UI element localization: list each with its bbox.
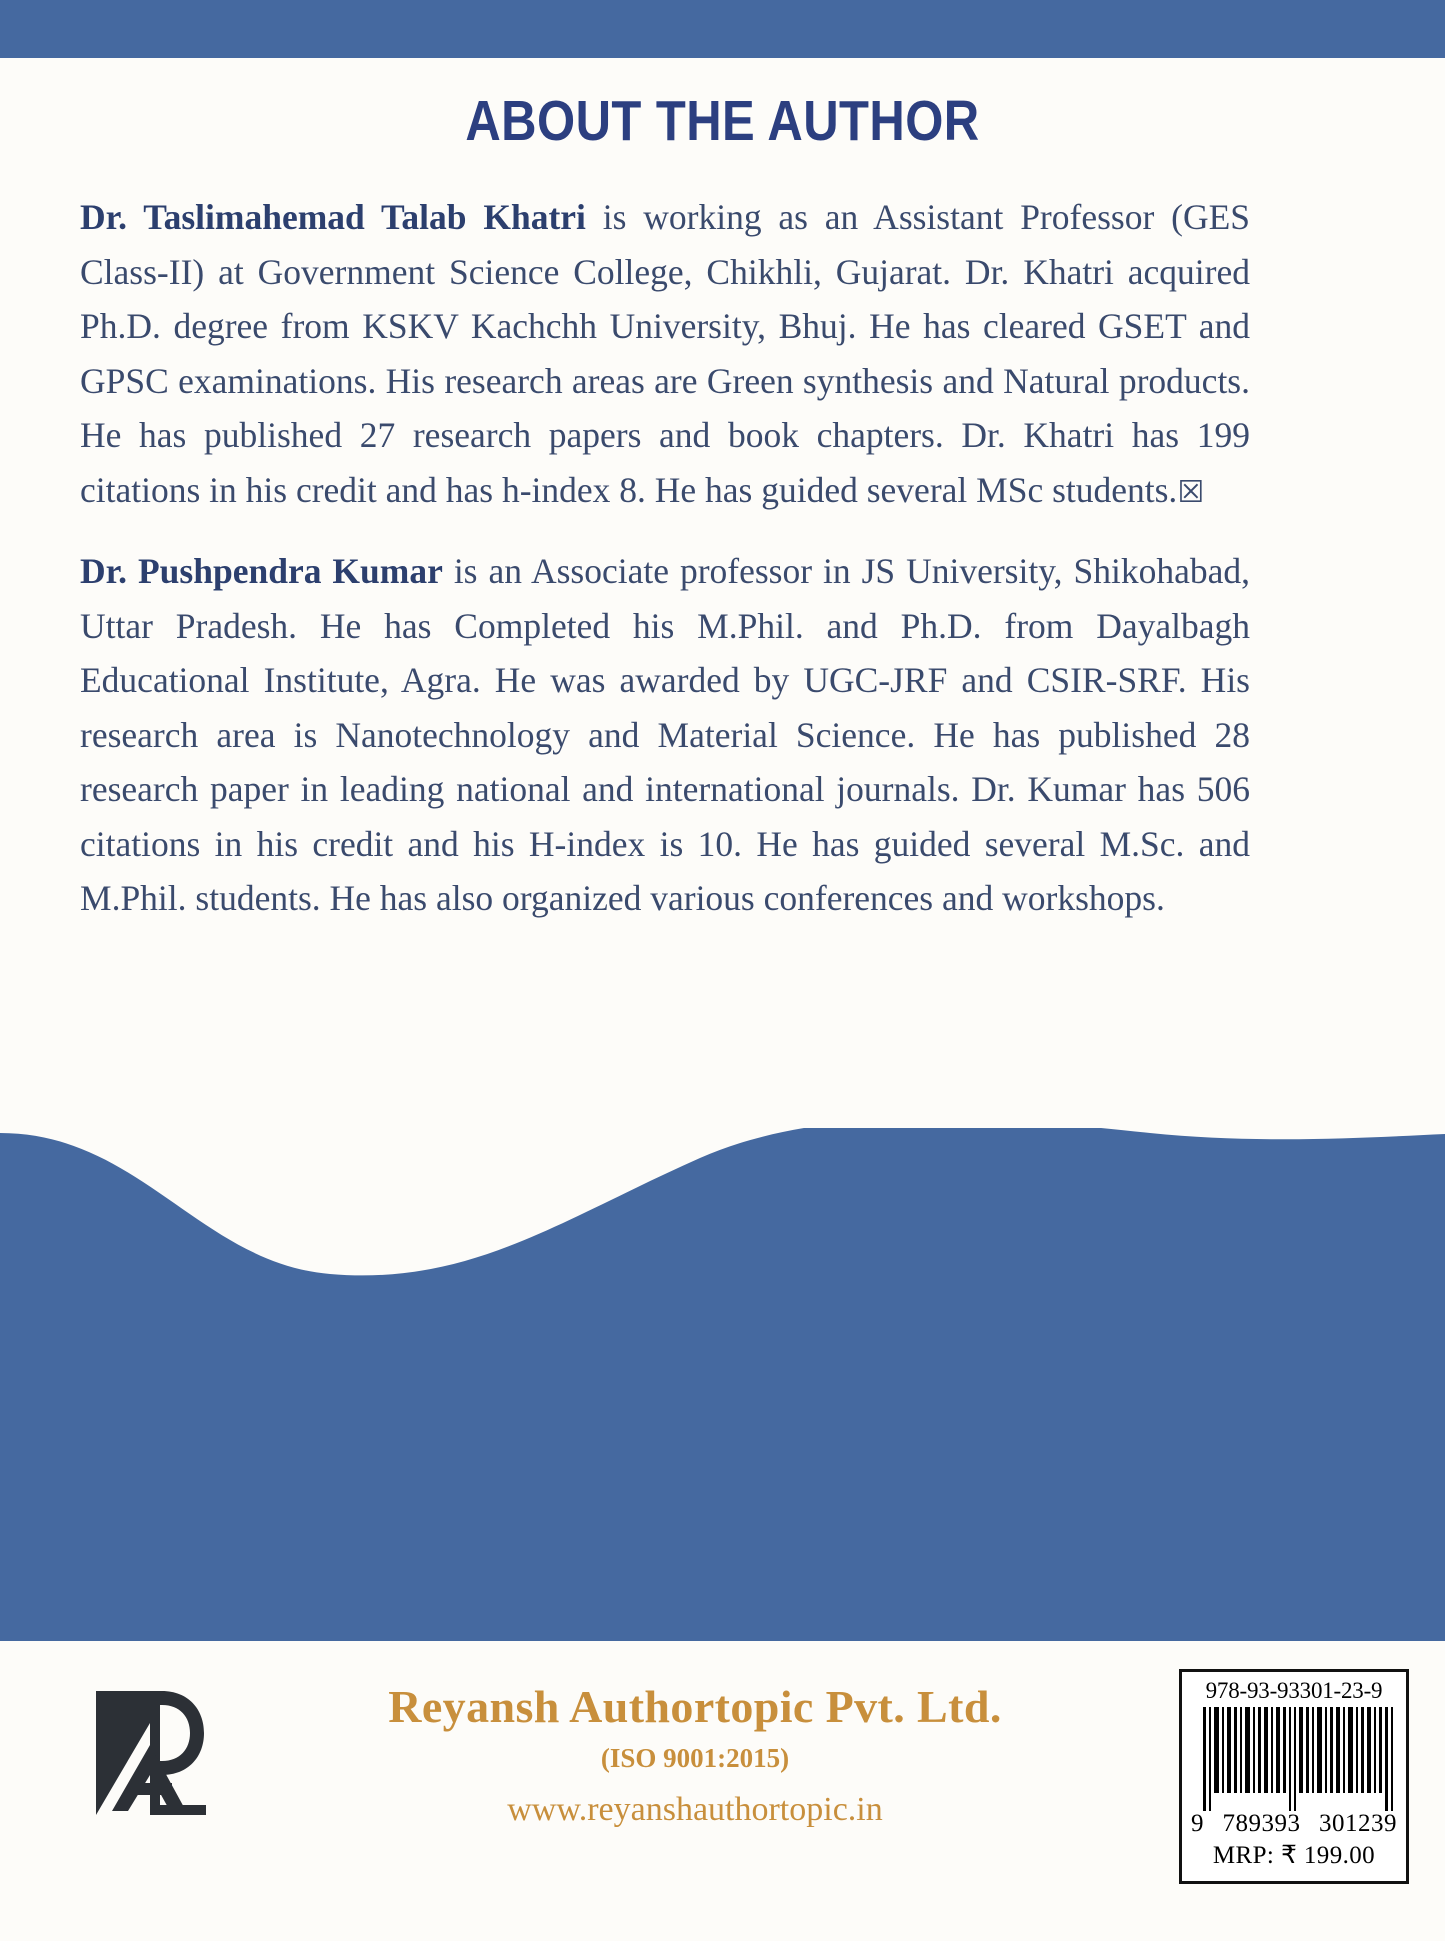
mrp-label: MRP: xyxy=(1212,1842,1275,1869)
missing-glyph-icon: ☒ xyxy=(1177,474,1205,510)
ean-first-digit: 9 xyxy=(1191,1810,1204,1837)
footer xyxy=(0,1641,1445,1941)
page-title: ABOUT THE AUTHOR xyxy=(465,89,980,153)
mrp-line xyxy=(1189,1840,1399,1870)
author-bio-paragraph xyxy=(80,544,1250,926)
author-name: Dr. Taslimahemad Talab Khatri xyxy=(80,197,586,237)
ean-left-group: 789393 xyxy=(1222,1810,1301,1837)
author-name: Dr. Pushpendra Kumar xyxy=(80,551,443,591)
barcode-bars-icon xyxy=(1189,1707,1399,1811)
currency-symbol-icon: ₹ xyxy=(1280,1842,1298,1869)
isbn-barcode xyxy=(1179,1669,1409,1884)
publisher-info xyxy=(300,1679,1090,1835)
publisher-name: Reyansh Authortopic Pvt. Ltd. xyxy=(388,1681,1002,1732)
publisher-logo-icon xyxy=(88,1687,206,1819)
isbn-number: 978-93-93301-23-9 xyxy=(1205,1678,1383,1703)
ean-digits-row xyxy=(1189,1810,1399,1838)
publisher-website[interactable]: www.reyanshauthortopic.in xyxy=(507,1791,883,1828)
iso-certification: (ISO 9001:2015) xyxy=(600,1743,790,1773)
about-the-author-section xyxy=(80,190,1250,926)
mrp-value: 199.00 xyxy=(1303,1842,1376,1869)
author-bio-text: is working as an Assistant Professor (GES Class-II) at Government Science College, Chikhli, Gujarat. Dr. Khatri acquired Ph.D. degree from KSKV Kachchh University, Bhuj. He has cleared GSET and GPSC examinations. His research areas are Green synthesis and Natural products. He has published 27 research papers and book chapters. Dr. Khatri has 199 citations in his credit and has h-index 8. He has guided several MSc students. xyxy=(80,197,1251,510)
ean-right-group: 301239 xyxy=(1319,1810,1397,1837)
wave-divider xyxy=(0,1128,1445,1648)
author-bio-text: is an Associate professor in JS University, Shikohabad, Uttar Pradesh. He has Completed his M.Phil. and Ph.D. from Dayalbagh Educational Institute, Agra. He was awarded by UGC-JRF and CSIR-SRF. His research area is Nanotechnology and Material Science. He has published 28 research paper in leading national and international journals. Dr. Kumar has 506 citations in his credit and his H-index is 10. He has guided several M.Sc. and M.Phil. students. He has also organized various conferences and workshops. xyxy=(80,551,1250,918)
top-blue-band xyxy=(0,0,1445,58)
author-bio-paragraph xyxy=(80,190,1250,520)
